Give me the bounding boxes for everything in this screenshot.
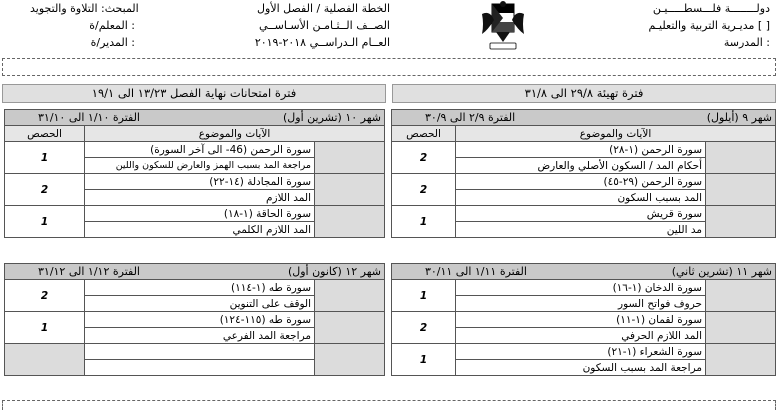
topic-cell: الوقف على التنوين — [85, 296, 315, 312]
month-table-november — [391, 263, 776, 376]
periods-cell: 1 — [391, 280, 455, 312]
school-year: العــام الـدراســي ٢٠١٨-٢٠١٩ — [254, 36, 390, 49]
surah-cell: سورة طه (١١٥-١٢٤) — [85, 312, 315, 328]
exam-period-header: فترة امتحانات نهاية الفصل ١٣/٢٣ الى ١٩/١ — [2, 84, 386, 103]
topic-cell: المد بسبب السكون — [456, 190, 706, 206]
surah-cell: سورة الرحمن (١-٢٨) — [456, 142, 706, 158]
surah-cell: سورة الدخان (١-١٦) — [456, 280, 706, 296]
teacher-label: المعلم/ة : — [89, 19, 135, 32]
periods-cell: 1 — [5, 142, 85, 174]
column-periods-header: الحصص — [392, 126, 456, 142]
palestine-eagle-emblem-icon — [470, 0, 536, 52]
month-title-row — [5, 110, 385, 126]
topic-cell: مد اللين — [456, 222, 706, 238]
country-name: دولــــــــة فلـــسطـــــيـن — [652, 2, 770, 15]
surah-cell: سورة الرحمن (٢٩-٤٥) — [456, 174, 706, 190]
periods-cell: 1 — [392, 206, 456, 238]
surah-cell: سورة قريش — [456, 206, 706, 222]
dashed-divider — [2, 58, 776, 76]
month-title: شهر ١٠ (تشرين أول) — [282, 110, 381, 124]
directorate: مديـرية التربية والتعليـم [ ] — [648, 19, 770, 32]
periods-cell: 2 — [5, 280, 85, 312]
month-title-row — [391, 264, 775, 280]
periods-cell: 2 — [391, 312, 455, 344]
topic-cell: حروف فواتح السور — [456, 296, 706, 312]
topic-cell: أحكام المد / السكون الأصلي والعارض — [456, 158, 706, 174]
column-topic-header: الآيات والموضوع — [85, 126, 385, 142]
month-period: الفترة ١/١١ الى ٣٠/١١ — [424, 264, 527, 278]
principal-label: المدير/ة : — [90, 36, 135, 49]
header-left-block — [30, 0, 139, 51]
month-table-december — [4, 263, 385, 376]
header-right-block — [540, 0, 770, 51]
subject-label: المبحث: التلاوة والتجويد — [30, 2, 139, 15]
periods-cell: 2 — [392, 142, 456, 174]
periods-cell: 2 — [5, 174, 85, 206]
column-periods-header: الحصص — [5, 126, 85, 142]
month-period: الفترة ١/١٢ الى ٣١/١٢ — [38, 264, 140, 278]
surah-cell — [85, 344, 315, 360]
periods-cell: 1 — [5, 312, 85, 344]
dashed-divider-bottom — [2, 400, 776, 410]
surah-cell: سورة لقمان (١-١١) — [456, 312, 706, 328]
topic-cell: مراجعة المد بسبب السكون — [456, 360, 706, 376]
plan-title: الخطة الفصلية / الفصل الأول — [257, 2, 390, 15]
periods-cell: 1 — [5, 206, 85, 238]
surah-cell: سورة الشعراء (١-٢١) — [456, 344, 706, 360]
topic-cell — [85, 360, 315, 376]
topic-cell: مراجعة المد بسبب الهمز والعارض للسكون واللين — [85, 158, 315, 174]
month-period: الفترة ١/١٠ الى ٣١/١٠ — [38, 110, 140, 124]
surah-cell: سورة الرحمن (46- الى آخر السورة) — [85, 142, 315, 158]
month-title: شهر ١٢ (كانون أول) — [287, 264, 381, 278]
topic-cell: مراجعة المد الفرعي — [85, 328, 315, 344]
surah-cell: سورة المجادلة (١٤-٢٢) — [85, 174, 315, 190]
month-table-september — [391, 109, 776, 238]
topic-cell: المد اللازم الكلمي — [85, 222, 315, 238]
month-title-row — [392, 110, 776, 126]
month-table-october — [4, 109, 385, 238]
column-topic-header: الآيات والموضوع — [456, 126, 776, 142]
grade-label: الصــف الــثـامـن الأسـاســي — [259, 19, 390, 32]
periods-cell: 1 — [391, 344, 455, 376]
topic-cell: المد اللازم — [85, 190, 315, 206]
month-period: الفترة ٢/٩ الى ٣٠/٩ — [425, 110, 516, 124]
month-title-row — [5, 264, 385, 280]
school-label: المدرسة : — [723, 36, 770, 49]
header-middle-block — [210, 0, 390, 51]
surah-cell: سورة طه (١-١١٤) — [85, 280, 315, 296]
periods-cell — [5, 344, 85, 376]
topic-cell: المد اللازم الحرفي — [456, 328, 706, 344]
periods-cell: 2 — [392, 174, 456, 206]
surah-cell: سورة الحاقة (١-١٨) — [85, 206, 315, 222]
month-title: شهر ١١ (تشرين ثاني) — [671, 264, 772, 278]
month-title: شهر ٩ (أيلول) — [706, 110, 772, 124]
orientation-period-header: فترة تهيئة ٢٩/٨ الى ٣١/٨ — [392, 84, 776, 103]
